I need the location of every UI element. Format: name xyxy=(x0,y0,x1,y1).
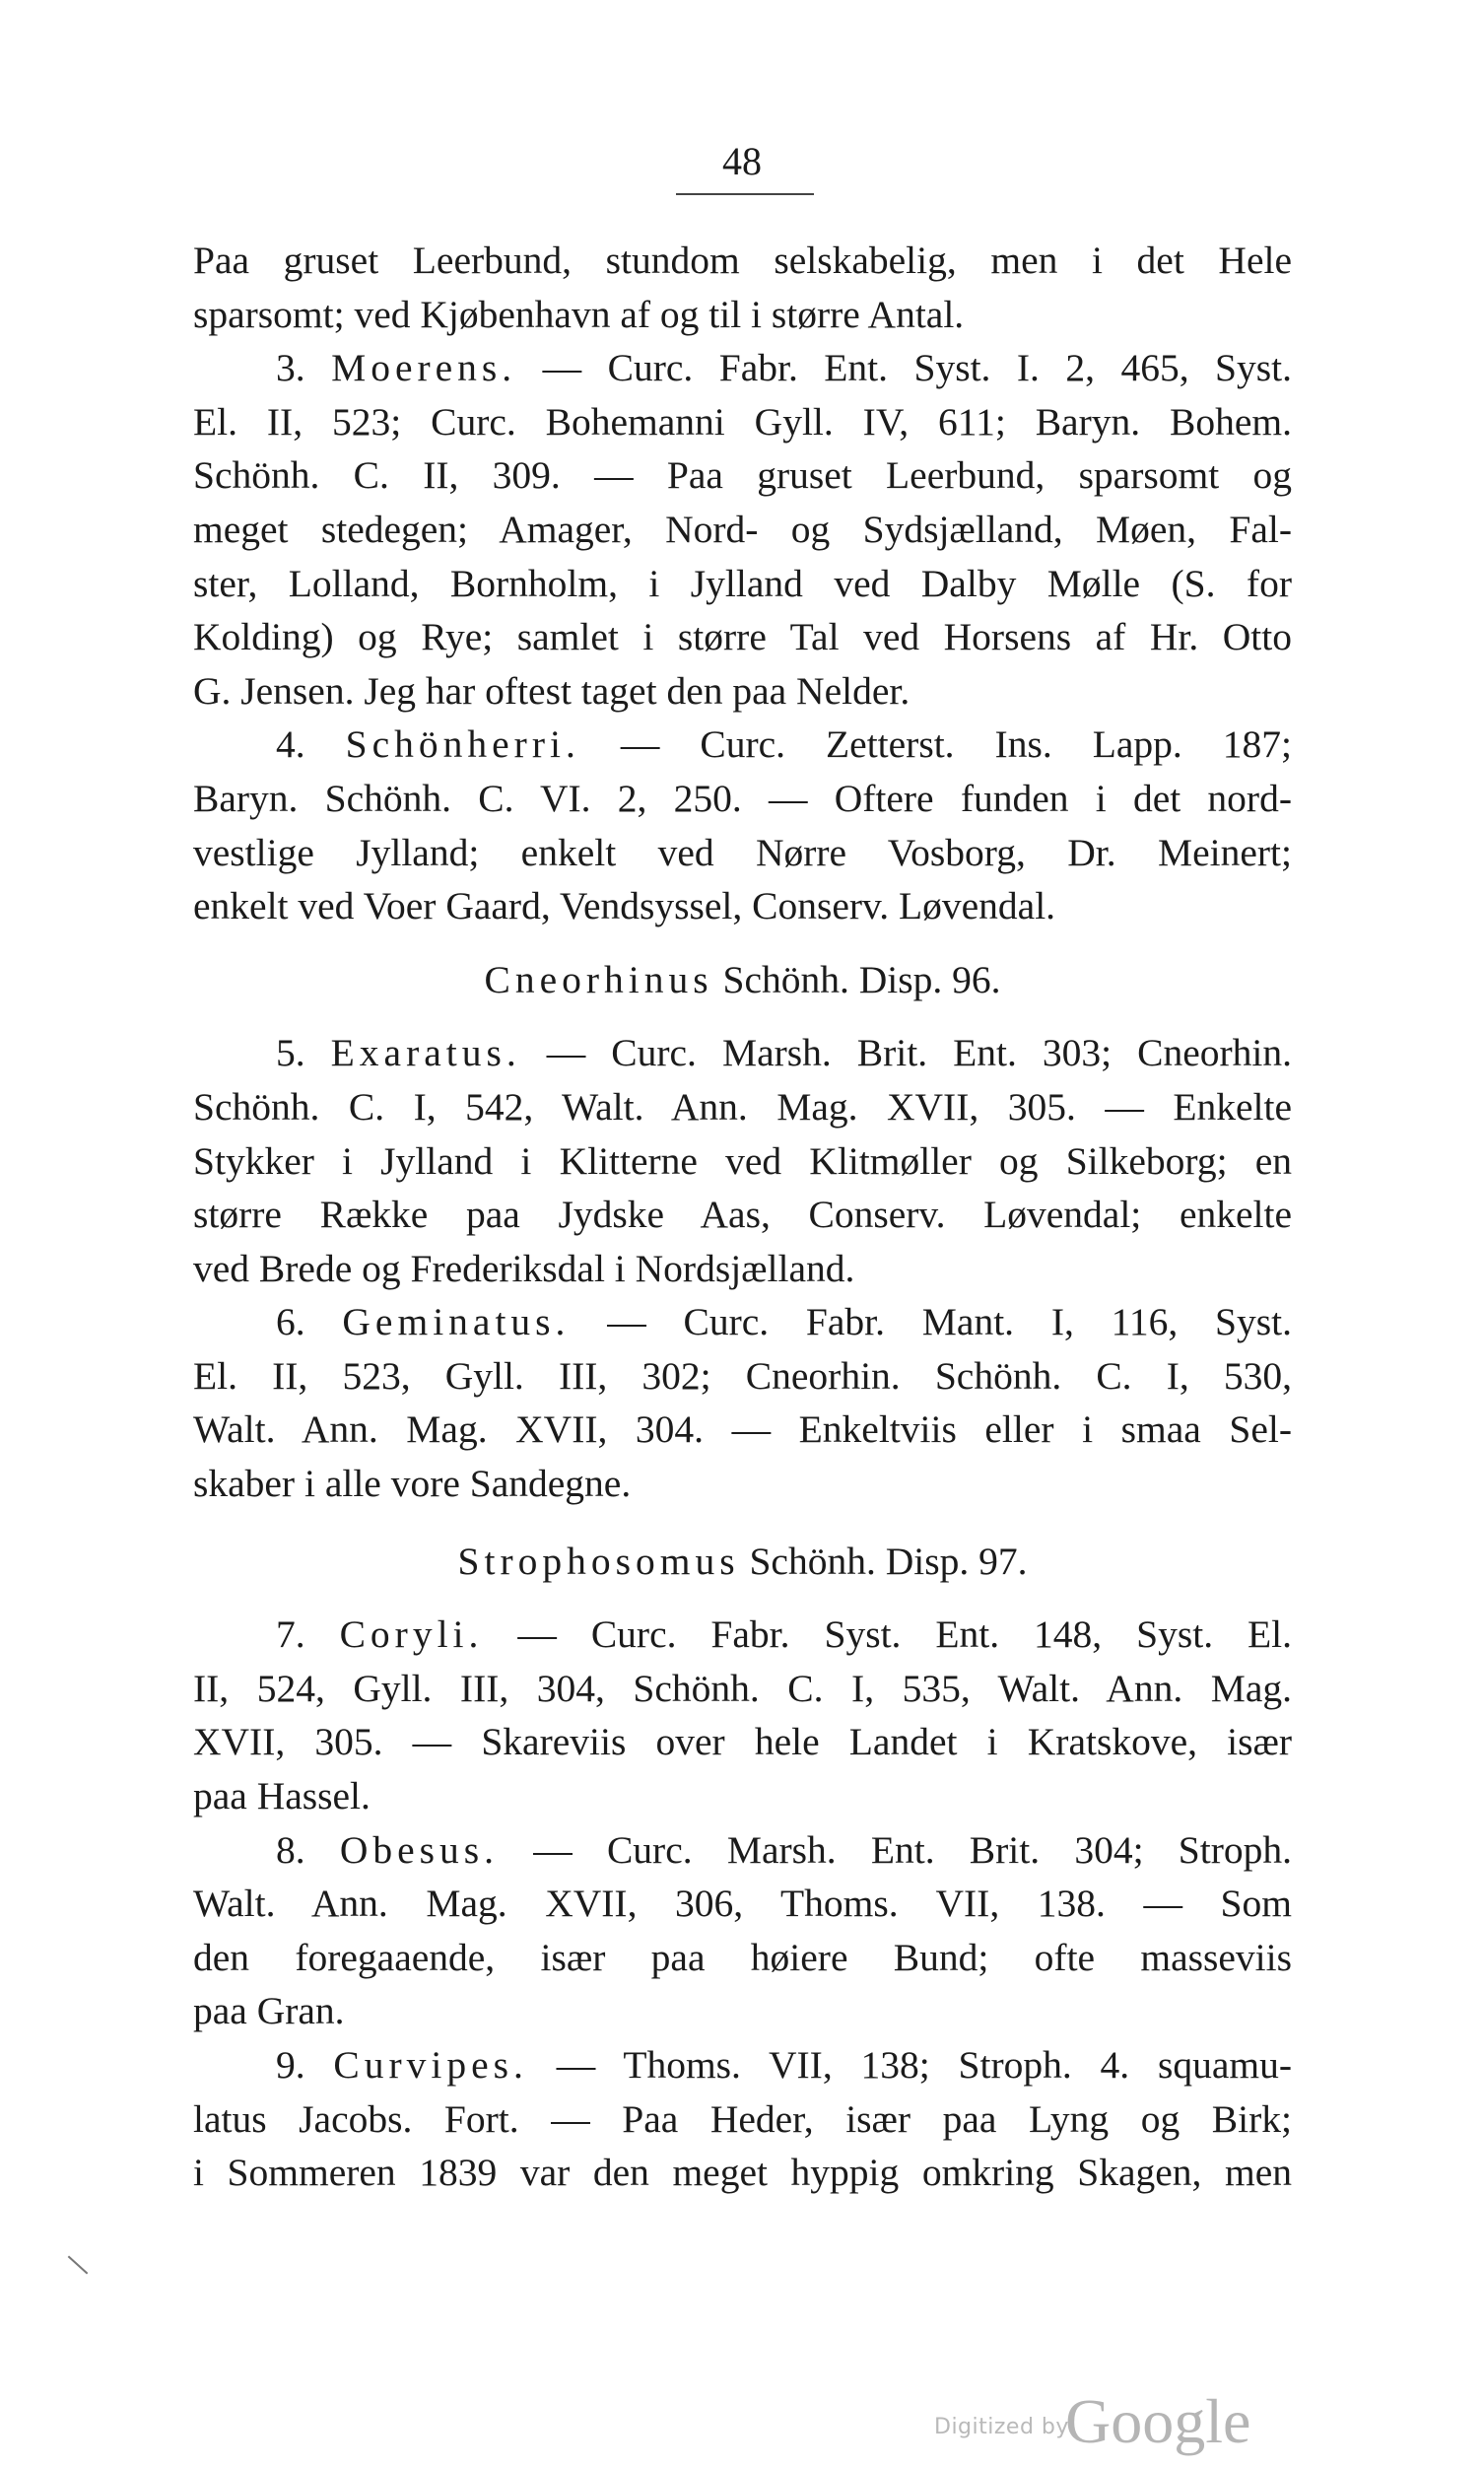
citation-text: — Curc. Zetterst. Ins. Lapp. 187; xyxy=(579,722,1292,767)
citation-text: — Curc. Fabr. Ent. Syst. I. 2, 465, Syst. xyxy=(516,346,1292,390)
species-entry-line xyxy=(193,1295,1292,1349)
species-name: Moerens. xyxy=(331,346,517,390)
species-number: 8. xyxy=(276,1827,305,1872)
genus-name: Cneorhinus xyxy=(484,957,713,1001)
text-line: Baryn. Schönh. C. VI. 2, 250. — Oftere funden i det nord- xyxy=(193,776,1292,820)
digitized-watermark xyxy=(934,2385,1309,2454)
text-line: Stykker i Jylland i Klitterne ved Klitmøller og Silkeborg; en xyxy=(193,1138,1292,1183)
species-number: 6. xyxy=(276,1300,305,1344)
citation-text: — Curc. Marsh. Brit. Ent. 303; Cneorhin. xyxy=(520,1031,1292,1075)
citation-text: — Thoms. VII, 138; Stroph. 4. squamu- xyxy=(527,2043,1292,2087)
text-line: latus Jacobs. Fort. — Paa Heder, især paa Lyng og Birk; xyxy=(193,2096,1292,2141)
spacer xyxy=(193,933,1292,953)
text-line: større Række paa Jydske Aas, Conserv. Løvendal; enkelte xyxy=(193,1193,1292,1237)
text-line: Schönh. C. I, 542, Walt. Ann. Mag. XVII, 305. — Enkelte xyxy=(193,1084,1292,1129)
spacer xyxy=(193,1511,1292,1535)
text-line: skaber i alle vore Sandegne. xyxy=(193,1462,632,1506)
text-line: El. II, 523; Curc. Bohemanni Gyll. IV, 611; Baryn. Bohem. xyxy=(193,399,1292,444)
text-line: enkelt ved Voer Gaard, Vendsyssel, Conserv. Løvendal. xyxy=(193,884,1056,928)
text-line: Walt. Ann. Mag. XVII, 306, Thoms. VII, 138. — Som xyxy=(193,1882,1292,1926)
text-line: El. II, 523, Gyll. III, 302; Cneorhin. Schönh. C. I, 530, xyxy=(193,1353,1292,1398)
citation-text: — Curc. Marsh. Ent. Brit. 304; Stroph. xyxy=(499,1827,1292,1872)
genus-heading xyxy=(193,953,1292,1007)
page-body xyxy=(193,234,1292,2200)
species-name: Coryli. xyxy=(339,1612,484,1657)
genus-citation: Schönh. Disp. 97. xyxy=(739,1539,1028,1583)
google-logo: Google xyxy=(1065,2386,1251,2456)
species-entry-line xyxy=(193,1823,1292,1878)
text-line: ved Brede og Frederiksdal i Nordsjælland. xyxy=(193,1246,855,1290)
page-number-rule xyxy=(676,193,814,195)
species-number: 3. xyxy=(276,346,305,390)
genus-name: Strophosomus xyxy=(457,1539,740,1583)
text-line: XVII, 305. — Skareviis over hele Landet i Kratskove, især xyxy=(193,1720,1292,1764)
species-entry-line xyxy=(193,2038,1292,2092)
species-entry-line xyxy=(193,341,1292,395)
species-name: Obesus. xyxy=(339,1827,500,1872)
text-line: II, 524, Gyll. III, 304, Schönh. C. I, 535, Walt. Ann. Mag. xyxy=(193,1666,1292,1710)
spacer xyxy=(193,1006,1292,1026)
citation-text: — Curc. Fabr. Mant. I, 116, Syst. xyxy=(570,1300,1292,1344)
citation-text: — Curc. Fabr. Syst. Ent. 148, Syst. El. xyxy=(483,1612,1292,1657)
species-name: Exaratus. xyxy=(330,1031,521,1075)
genus-citation: Schönh. Disp. 96. xyxy=(712,957,1001,1001)
species-entry-line xyxy=(193,1026,1292,1080)
text-line: meget stedegen; Amager, Nord- og Sydsjælland, Møen, Fal- xyxy=(193,507,1292,551)
species-number: 7. xyxy=(276,1612,305,1657)
text-line: paa Hassel. xyxy=(193,1774,371,1818)
text-line: sparsomt; ved Kjøbenhavn af og til i større Antal. xyxy=(193,292,965,336)
species-number: 5. xyxy=(276,1031,305,1075)
species-name: Schönherri. xyxy=(345,722,580,767)
genus-heading xyxy=(193,1535,1292,1589)
spacer xyxy=(193,1588,1292,1608)
page-number: 48 xyxy=(722,139,762,183)
species-entry-line xyxy=(193,1608,1292,1662)
text-line: Schönh. C. II, 309. — Paa gruset Leerbund, sparsomt og xyxy=(193,453,1292,498)
species-number: 4. xyxy=(276,722,305,767)
text-line: den foregaaende, især paa høiere Bund; ofte masseviis xyxy=(193,1935,1292,1979)
species-entry-line xyxy=(193,718,1292,772)
text-line: paa Gran. xyxy=(193,1989,345,2033)
text-line: vestlige Jylland; enkelt ved Nørre Vosborg, Dr. Meinert; xyxy=(193,830,1292,874)
text-line: Walt. Ann. Mag. XVII, 304. — Enkeltviis eller i smaa Sel- xyxy=(193,1407,1292,1452)
species-number: 9. xyxy=(276,2043,305,2087)
species-name: Curvipes. xyxy=(333,2043,528,2087)
text-line: G. Jensen. Jeg har oftest taget den paa Nelder. xyxy=(193,668,911,713)
text-line: Paa gruset Leerbund, stundom selskabelig, men i det Hele xyxy=(193,239,1292,282)
scan-mark xyxy=(68,2256,89,2275)
text-line: Kolding) og Rye; samlet i større Tal ved Horsens af Hr. Otto xyxy=(193,615,1292,659)
species-name: Geminatus. xyxy=(342,1300,571,1344)
text-line: i Sommeren 1839 var den meget hyppig omkring Skagen, men xyxy=(193,2151,1292,2195)
text-line: ster, Lolland, Bornholm, i Jylland ved Dalby Mølle (S. for xyxy=(193,561,1292,605)
watermark-prefix: Digitized by xyxy=(934,2415,1069,2439)
